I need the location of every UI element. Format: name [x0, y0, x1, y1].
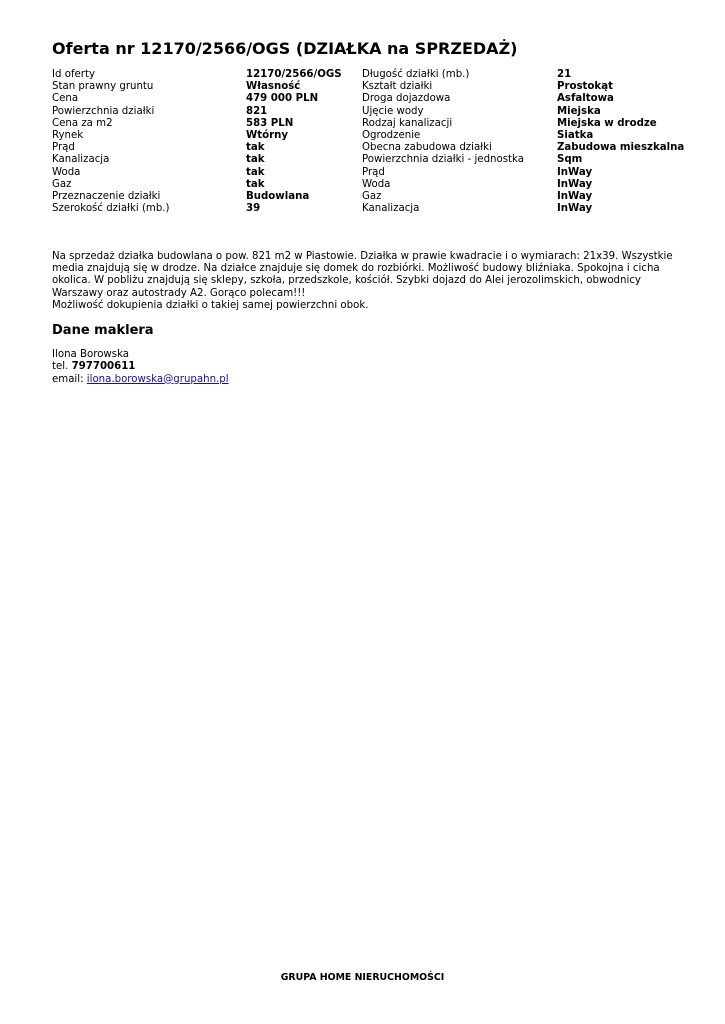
right-detail-label-7: Obecna zabudowa działki	[362, 142, 492, 154]
left-detail-label-9: Woda	[52, 166, 81, 178]
left-detail-label-4: Powierzchnia działki	[52, 105, 155, 117]
left-detail-label-7: Prąd	[52, 142, 75, 154]
footer-company: GRUPA HOME NIERUCHOMOŚCI	[280, 972, 445, 983]
agent-email-row	[52, 374, 229, 386]
left-detail-value-3: 479 000 PLN	[246, 93, 319, 105]
left-detail-value-4: 821	[246, 105, 268, 117]
right-detail-value-8: Sqm	[557, 154, 583, 166]
right-detail-label-11: Gaz	[362, 190, 382, 202]
left-detail-value-2: Własność	[246, 81, 301, 93]
agent-phone-row	[52, 361, 229, 373]
agent-phone-label: tel.	[52, 361, 69, 373]
left-detail-value-6: Wtórny	[246, 129, 289, 141]
agent-heading: Dane maklera	[52, 323, 154, 338]
right-detail-label-3: Droga dojazdowa	[362, 93, 451, 105]
left-detail-value-11: Budowlana	[246, 190, 310, 202]
description-text: Na sprzedaż działka budowlana o pow. 821 m2 w Piastowie. Działka w prawie kwadracie i o wymiarach: 21x39. Wszystkie media znajdują się w drodze. Na działce znajduje się domek do rozbiórki. Możliwość budowy bliźniaka. Spokojna i cicha okolica. W pobliżu znajdują się sklepy, szkoła, przedszkole, kościół. Szybki dojazd do Alei jerozolimskich, obwodnicy Warszawy oraz autostrady A2. Gorąco polecam!!!	[52, 251, 673, 299]
left-detail-label-6: Rynek	[52, 129, 84, 141]
right-detail-value-2: Prostokąt	[557, 81, 613, 93]
right-detail-value-5: Miejska w drodze	[557, 117, 657, 129]
left-detail-value-1: 12170/2566/OGS	[246, 69, 342, 80]
agent-info	[52, 349, 229, 386]
left-detail-label-10: Gaz	[52, 178, 72, 190]
right-detail-label-8: Powierzchnia działki - jednostka	[362, 154, 524, 166]
right-detail-value-7: Zabudowa mieszkalna	[557, 142, 685, 154]
left-detail-label-2: Stan prawny gruntu	[52, 81, 154, 93]
left-detail-label-12: Szerokość działki (mb.)	[52, 203, 170, 215]
right-detail-value-10: InWay	[557, 178, 593, 190]
left-detail-label-5: Cena za m2	[52, 117, 113, 129]
left-detail-value-5: 583 PLN	[246, 117, 294, 129]
agent-name: Ilona Borowska	[52, 349, 130, 360]
right-detail-value-6: Siatka	[557, 129, 594, 141]
right-detail-label-9: Prąd	[362, 166, 385, 178]
left-values-column	[246, 69, 342, 215]
right-detail-label-2: Kształt działki	[362, 81, 433, 93]
right-detail-label-6: Ogrodzenie	[362, 129, 421, 141]
right-detail-label-5: Rodzaj kanalizacji	[362, 117, 453, 129]
left-detail-value-9: tak	[246, 166, 265, 178]
offer-details-table	[52, 69, 692, 219]
left-detail-label-3: Cena	[52, 93, 79, 105]
right-detail-label-1: Długość działki (mb.)	[362, 69, 470, 80]
right-detail-value-4: Miejska	[557, 105, 601, 117]
offer-description	[52, 251, 682, 312]
left-detail-value-7: tak	[246, 142, 265, 154]
agent-email-label: email:	[52, 373, 84, 385]
right-detail-label-10: Woda	[362, 178, 391, 190]
left-labels-column	[52, 69, 170, 215]
description-extra: Możliwość dokupienia działki o takiej samej powierzchni obok.	[52, 299, 369, 311]
left-detail-value-10: tak	[246, 178, 265, 190]
agent-email-link[interactable]: ilona.borowska@grupahn.pl	[86, 373, 229, 385]
left-detail-label-1: Id oferty	[52, 69, 96, 80]
left-detail-value-12: 39	[246, 203, 261, 215]
right-detail-value-3: Asfaltowa	[557, 93, 614, 105]
right-detail-value-12: InWay	[557, 203, 593, 215]
left-detail-label-11: Przeznaczenie działki	[52, 190, 161, 202]
left-detail-label-8: Kanalizacja	[52, 154, 110, 166]
agent-phone: 797700611	[71, 361, 136, 373]
right-labels-column	[362, 69, 524, 215]
page-title: Oferta nr 12170/2566/OGS (DZIAŁKA na SPRZEDAŻ)	[52, 39, 518, 58]
right-detail-value-11: InWay	[557, 190, 593, 202]
right-detail-value-1: 21	[557, 69, 572, 80]
right-detail-label-12: Kanalizacja	[362, 203, 420, 215]
right-detail-label-4: Ujęcie wody	[362, 105, 424, 117]
right-detail-value-9: InWay	[557, 166, 593, 178]
right-values-column	[557, 69, 684, 215]
left-detail-value-8: tak	[246, 154, 265, 166]
